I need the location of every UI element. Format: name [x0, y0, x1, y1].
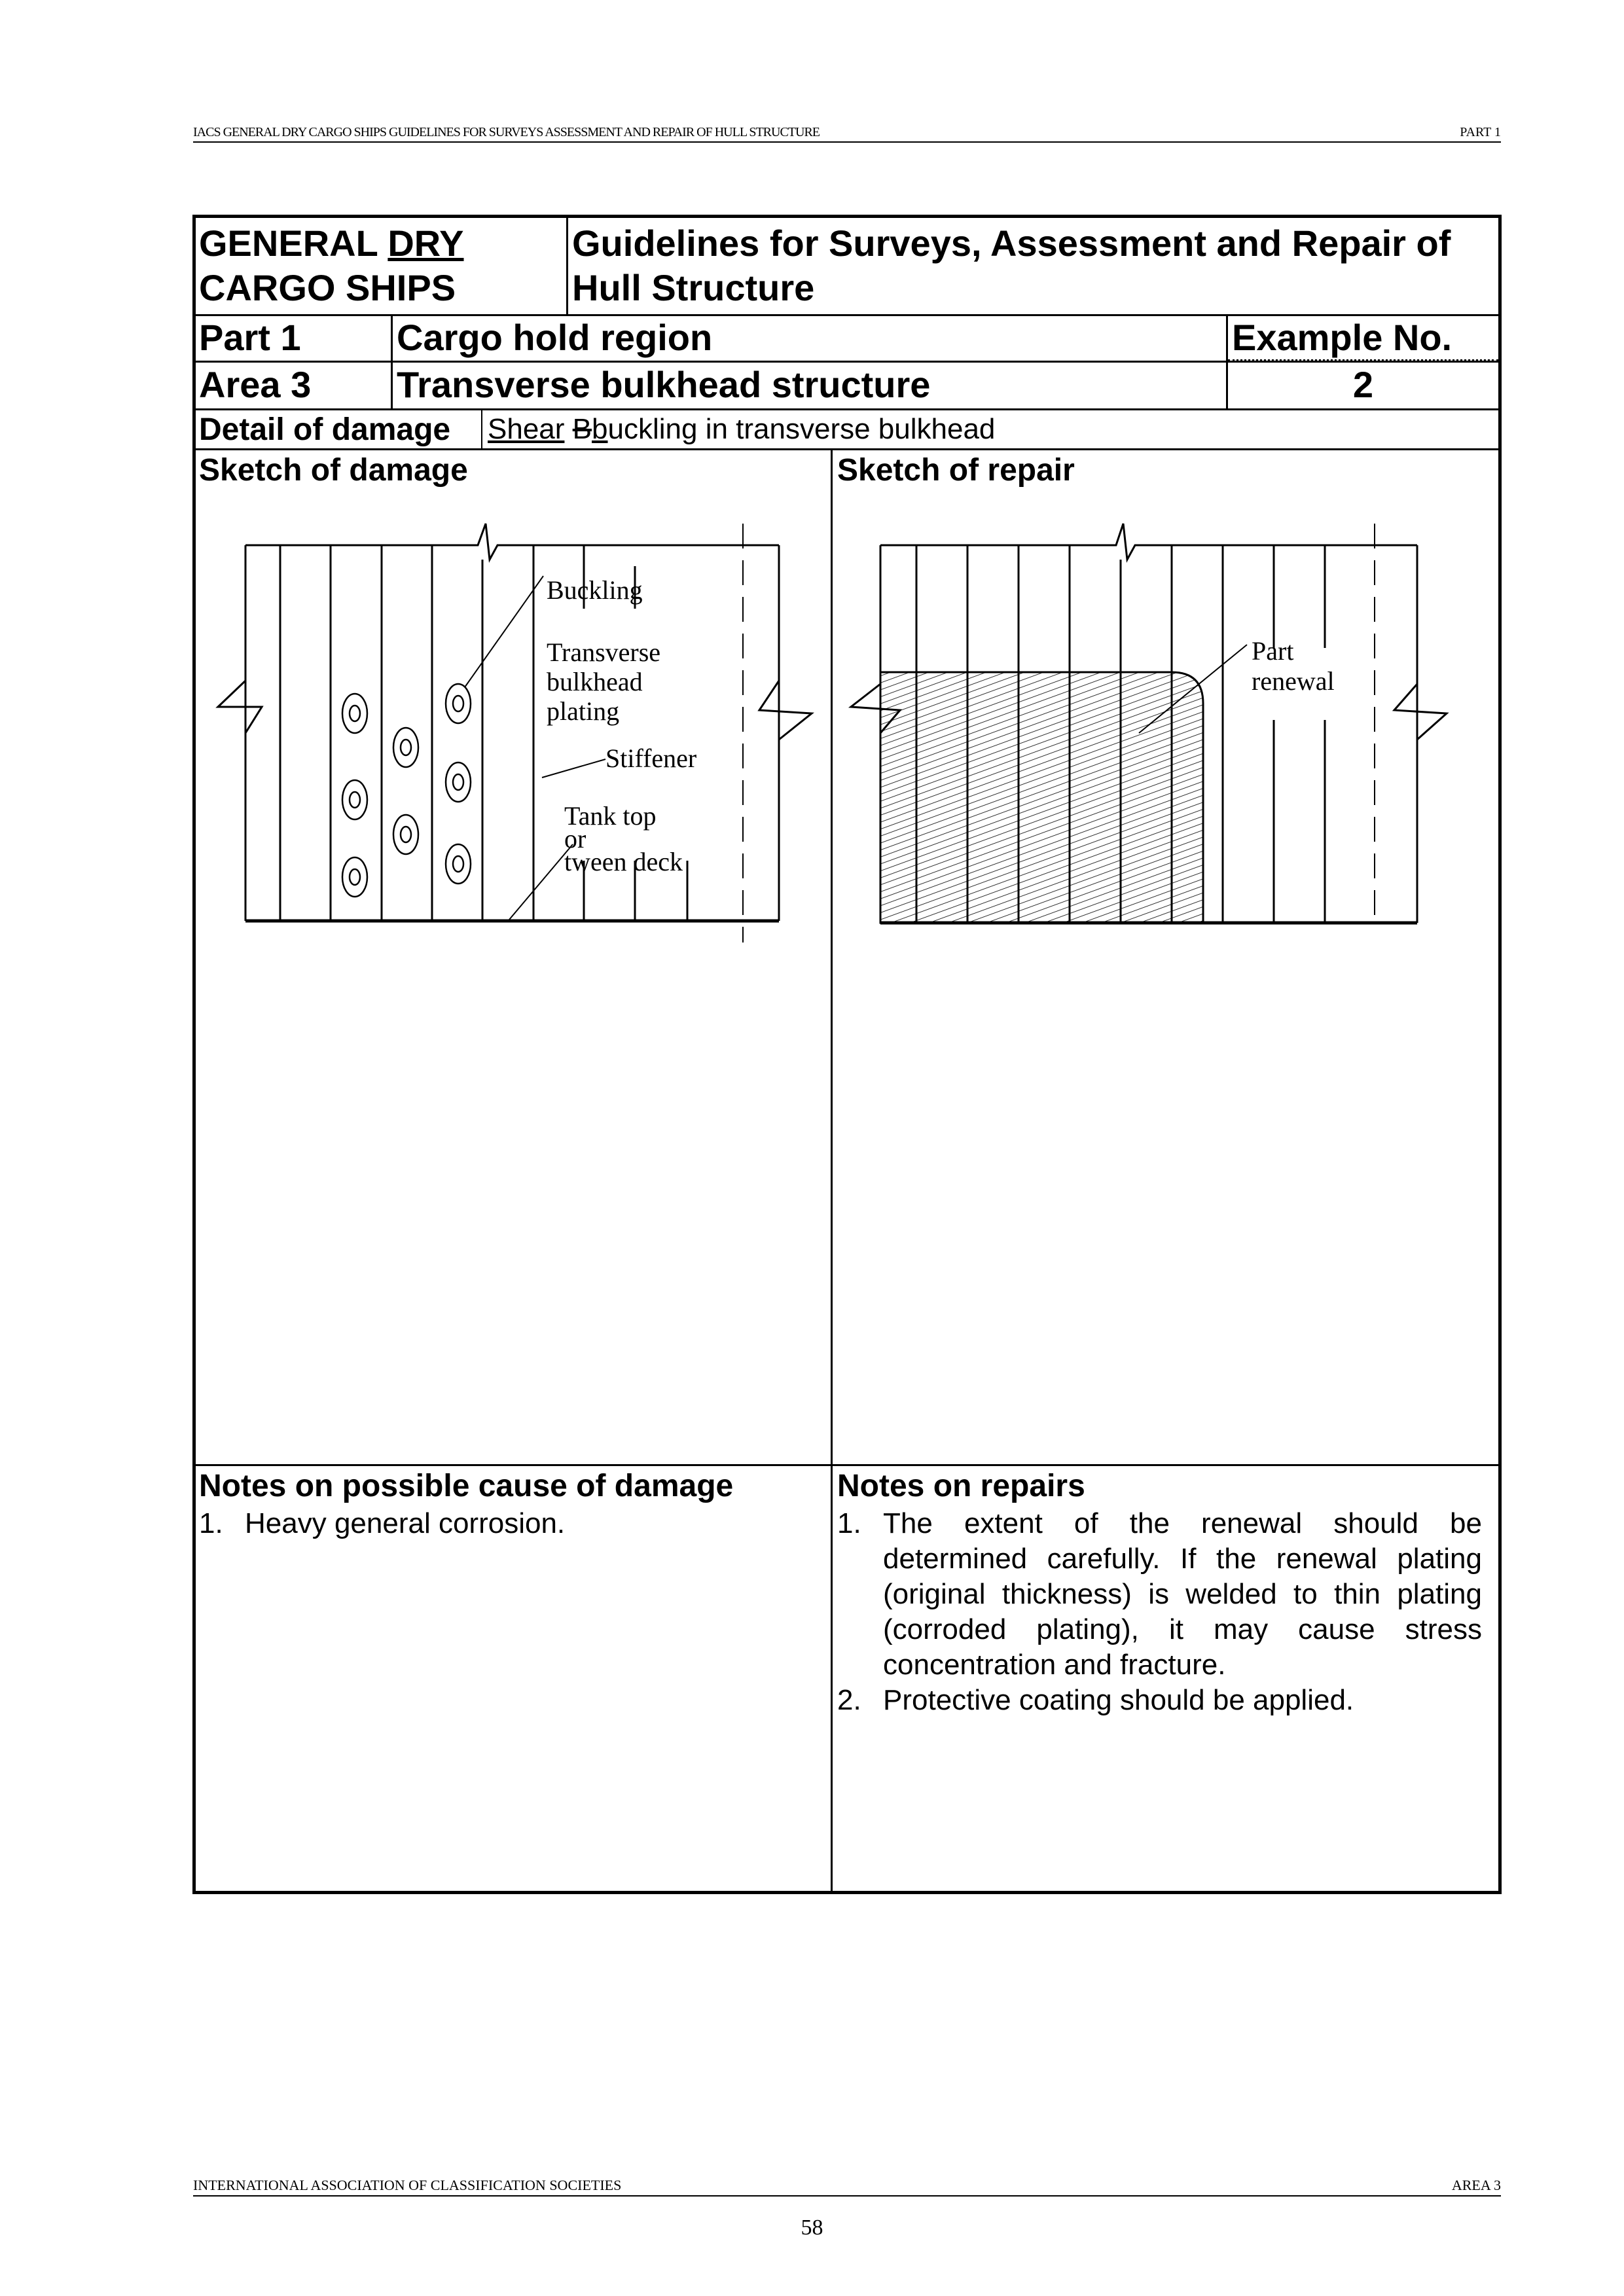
notes-repair-item [837, 1683, 1482, 1718]
label-buckling: Buckling [547, 575, 643, 605]
notes-cause-item-text: Heavy general corrosion. [245, 1507, 566, 1539]
notes-repair-list [837, 1506, 1482, 1718]
label-stiffener: Stiffener [605, 744, 697, 773]
example-label: Example No. [1232, 317, 1453, 358]
running-footer [193, 2176, 1501, 2197]
ship-type-line2: CARGO SHIPS [199, 267, 456, 308]
detail-inserted-text: Shear [488, 413, 565, 445]
repair-right-break [1394, 684, 1447, 740]
area-label: Area 3 [199, 364, 312, 405]
part-value: Cargo hold region [397, 317, 713, 358]
notes-repair-item-number: 1. [837, 1507, 861, 1539]
guideline-title-line1: Guidelines for Surveys, Assessment and Repair of [572, 223, 1451, 264]
label-renewal: renewal [1252, 666, 1335, 696]
sketch-damage-heading: Sketch of damage [199, 453, 468, 488]
notes-repair-heading: Notes on repairs [837, 1469, 1085, 1503]
label-part: Part [1252, 636, 1294, 666]
notes-cause-item-number: 1. [199, 1507, 223, 1539]
label-tween-deck: tween deck [564, 847, 683, 876]
sketch-repair-drawing [0, 0, 1624, 982]
sketch-repair-heading: Sketch of repair [837, 453, 1075, 488]
header-title: IACS GENERAL DRY CARGO SHIPS GUIDELINES FOR SURVEYS ASSESSMENT AND REPAIR OF HULL STRUCTURE [193, 125, 820, 139]
label-plating: plating [547, 696, 620, 726]
detail-label: Detail of damage [199, 412, 451, 447]
notes-cause-heading: Notes on possible cause of damage [199, 1469, 734, 1503]
label-tank-top: Tank top [564, 801, 657, 831]
label-bulkhead: bulkhead [547, 667, 643, 696]
part-label: Part 1 [199, 317, 301, 358]
label-or: or [564, 824, 586, 853]
label-transverse: Transverse [547, 637, 661, 667]
notes-cause-item [199, 1506, 814, 1541]
notes-repair-item-number: 2. [837, 1684, 861, 1716]
area-value: Transverse bulkhead structure [397, 364, 931, 405]
notes-cause-list [199, 1506, 814, 1541]
detail-rest-text: uckling in transverse bulkhead [607, 413, 996, 445]
repair-top-edge [880, 524, 1417, 560]
guideline-title-line2: Hull Structure [572, 267, 815, 308]
footer-organisation: INTERNATIONAL ASSOCIATION OF CLASSIFICATION SOCIETIES [193, 2177, 622, 2193]
page-number: 58 [801, 2215, 823, 2240]
notes-repair-item [837, 1506, 1482, 1683]
ship-type-dry: DRY [388, 223, 464, 264]
detail-deleted-text: B [572, 413, 592, 445]
notes-repair-item-text: Protective coating should be applied. [883, 1684, 1354, 1716]
notes-repair-item-text: The extent of the renewal should be determined carefully. If the renewal plating (original thickness) is welded to thin plating (corroded plating), it may cause stress concentration and fracture. [883, 1507, 1482, 1681]
renewal-area [880, 672, 1203, 923]
footer-area: AREA 3 [1451, 2177, 1501, 2193]
header-part: PART 1 [1460, 125, 1501, 139]
rule-sketch-bottom [196, 1464, 1498, 1466]
example-number: 2 [1352, 364, 1374, 405]
detail-inserted-b: b [592, 413, 608, 445]
ship-type-general: GENERAL [199, 223, 388, 264]
